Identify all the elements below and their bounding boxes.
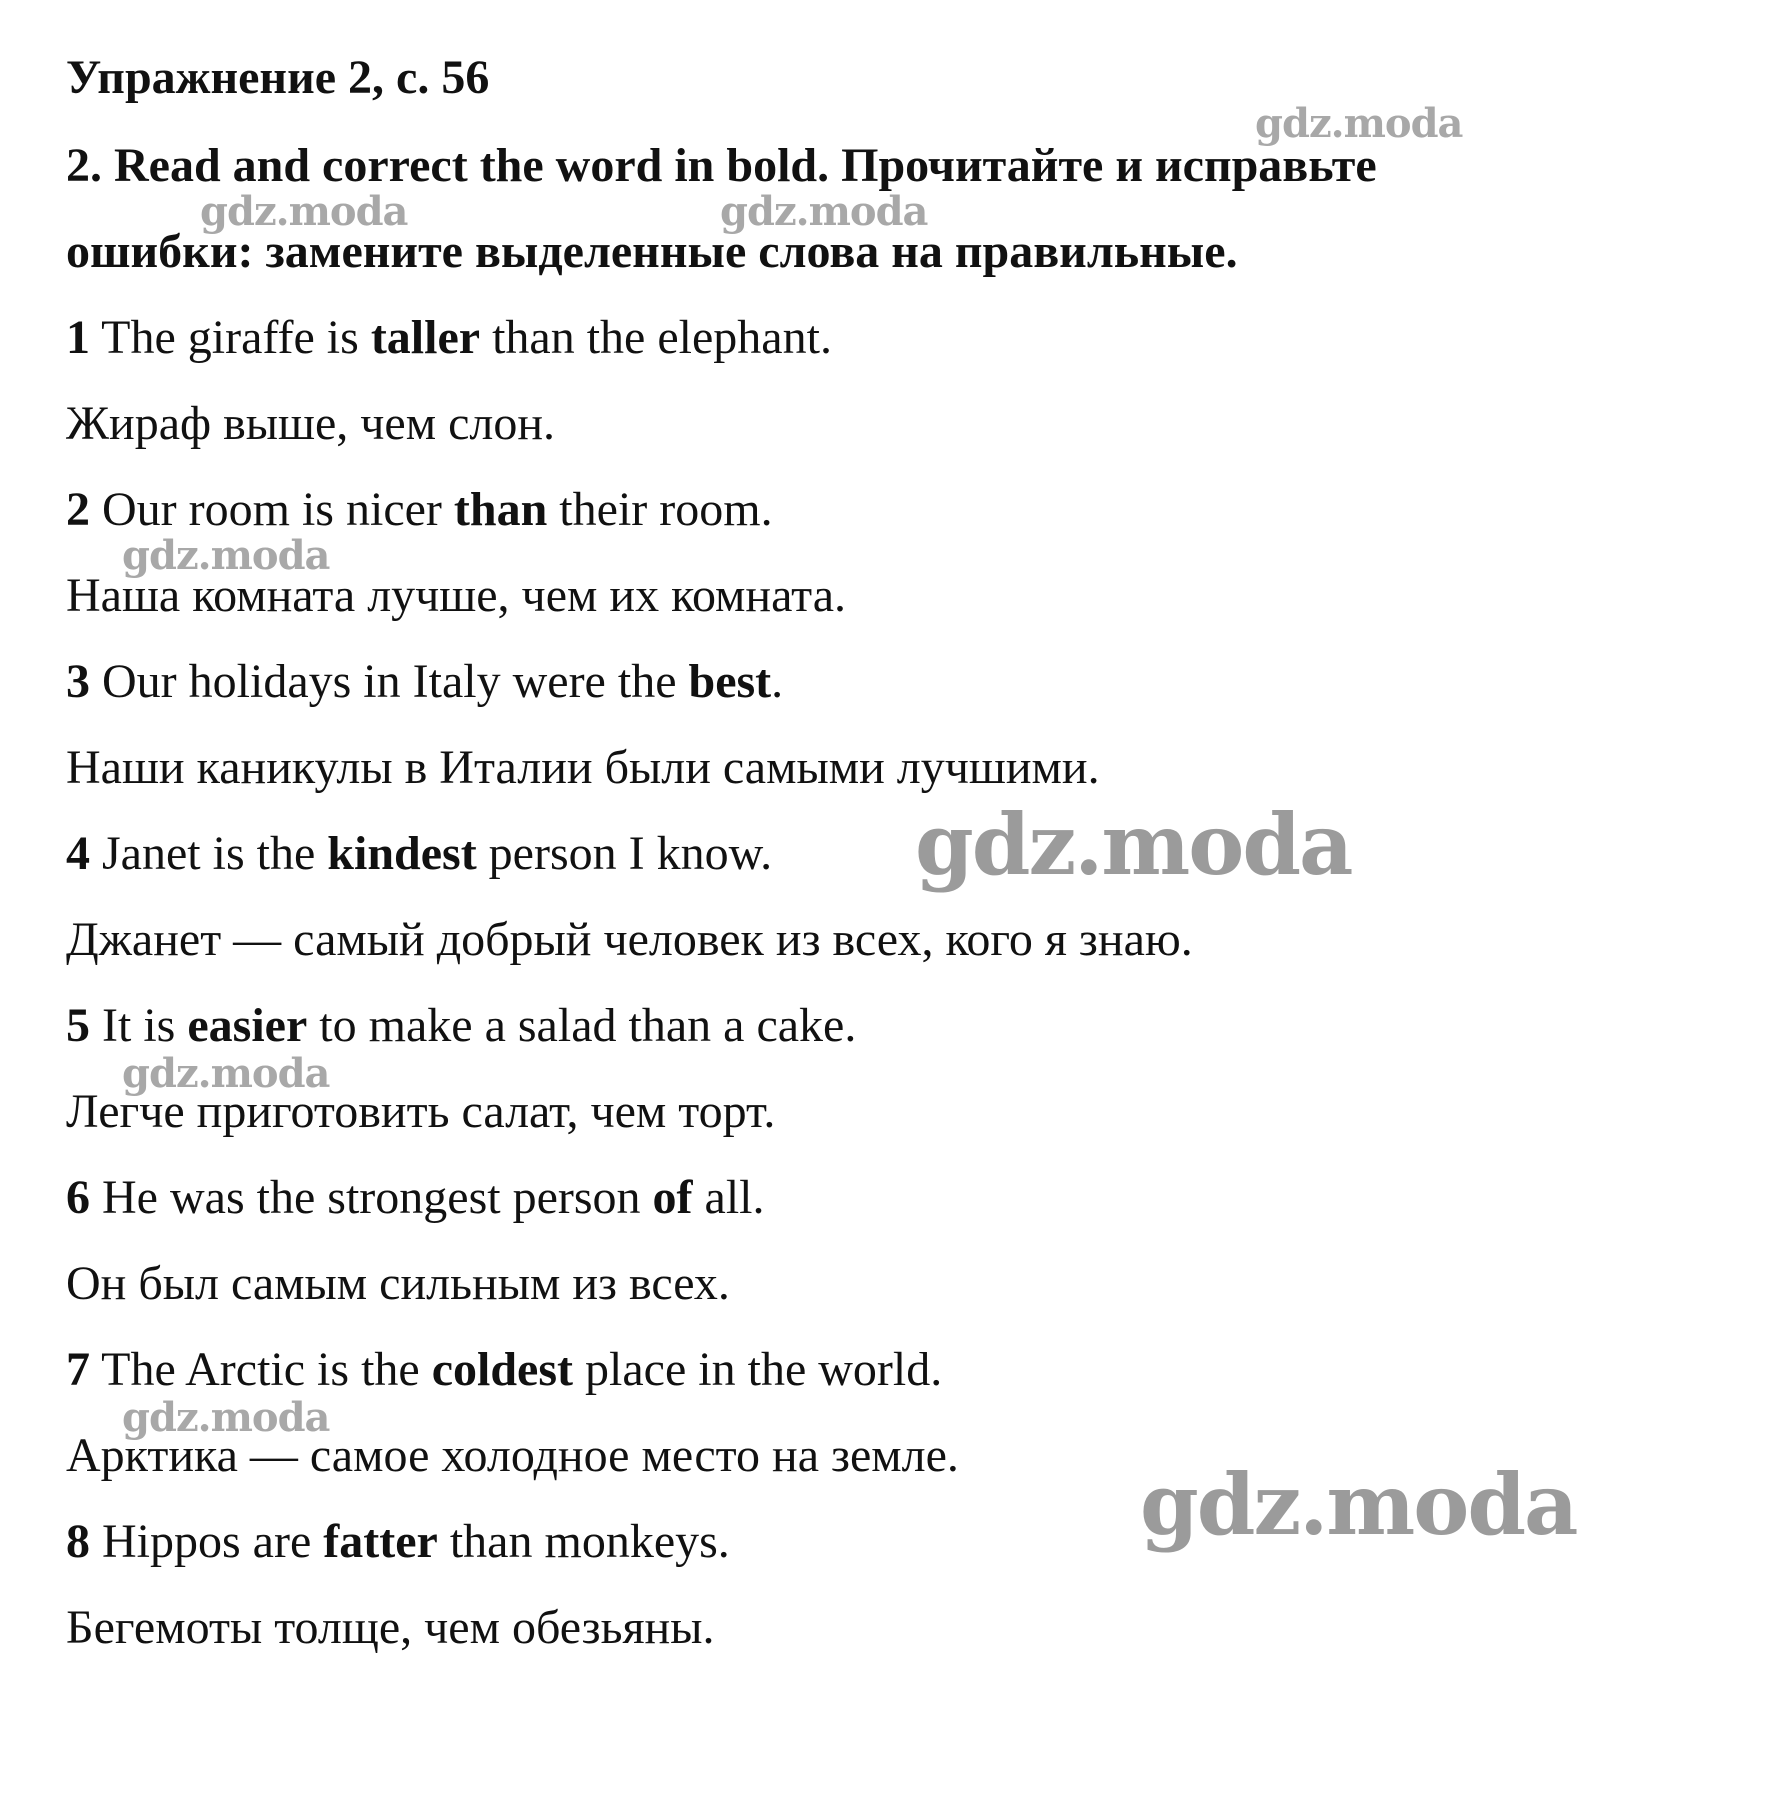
item-bold-word: easier [187, 999, 308, 1052]
item-bold-word: taller [370, 311, 481, 364]
item-2-translation: Наша комната лучше, чем их комната. [66, 569, 847, 622]
item-7-translation: Арктика — самое холодное место на земле. [66, 1429, 959, 1482]
watermark: gdz.moda [720, 188, 928, 235]
watermark: gdz.moda [122, 532, 330, 579]
item-text-before: He was the strongest person [102, 1171, 641, 1224]
watermark: gdz.moda [915, 795, 1352, 894]
item-7-sentence [66, 1340, 942, 1400]
item-number: 3 [66, 655, 90, 708]
item-text-after: their room. [559, 483, 773, 536]
item-text-before: The giraffe is [101, 311, 359, 364]
item-8-sentence [66, 1512, 730, 1572]
item-text-after: . [771, 655, 784, 708]
item-6-translation: Он был самым сильным из всех. [66, 1257, 730, 1310]
item-4-sentence [66, 824, 772, 884]
item-number: 8 [66, 1515, 90, 1568]
item-number: 2 [66, 483, 90, 536]
item-6-sentence [66, 1168, 765, 1228]
item-text-after: than the elephant. [492, 311, 832, 364]
item-5-sentence [66, 996, 856, 1056]
item-number: 1 [66, 311, 90, 364]
item-3-sentence [66, 652, 783, 712]
item-text-before: Hippos are [102, 1515, 312, 1568]
item-text-before: Our holidays in Italy were the [102, 655, 677, 708]
item-text-before: It is [102, 999, 176, 1052]
watermark: gdz.moda [1255, 100, 1463, 147]
item-2-sentence [66, 480, 773, 540]
item-3-translation: Наши каникулы в Италии были самыми лучшими. [66, 741, 1100, 794]
item-4-translation: Джанет — самый добрый человек из всех, кого я знаю. [66, 913, 1193, 966]
watermark: gdz.moda [122, 1394, 330, 1441]
instruction-line-1: 2. Read and correct the word in bold. Прочитайте и исправьте [66, 139, 1377, 192]
item-5-translation: Легче приготовить салат, чем торт. [66, 1085, 776, 1138]
item-text-after: place in the world. [585, 1343, 943, 1396]
item-text-before: Our room is nicer [102, 483, 442, 536]
item-8-translation: Бегемоты толще, чем обезьяны. [66, 1601, 715, 1654]
item-bold-word: coldest [431, 1343, 574, 1396]
item-text-after: to make a salad than a cake. [319, 999, 857, 1052]
item-bold-word: than [453, 483, 548, 536]
item-1-sentence [66, 308, 832, 368]
item-bold-word: fatter [323, 1515, 438, 1568]
item-number: 5 [66, 999, 90, 1052]
item-text-before: The Arctic is the [101, 1343, 420, 1396]
watermark: gdz.moda [1140, 1455, 1577, 1554]
item-number: 4 [66, 827, 90, 880]
exercise-heading: Упражнение 2, с. 56 [66, 51, 490, 104]
watermark: gdz.moda [122, 1050, 330, 1097]
item-text-before: Janet is the [102, 827, 316, 880]
item-text-after: person I know. [488, 827, 773, 880]
watermark: gdz.moda [200, 188, 408, 235]
item-bold-word: best [688, 655, 772, 708]
item-1-translation: Жираф выше, чем слон. [66, 397, 556, 450]
item-number: 7 [66, 1343, 90, 1396]
item-bold-word: kindest [327, 827, 477, 880]
instruction-line-2: ошибки: замените выделенные слова на правильные. [66, 225, 1238, 278]
item-bold-word: of [652, 1171, 693, 1224]
item-text-after: all. [704, 1171, 765, 1224]
item-number: 6 [66, 1171, 90, 1224]
item-text-after: than monkeys. [449, 1515, 730, 1568]
